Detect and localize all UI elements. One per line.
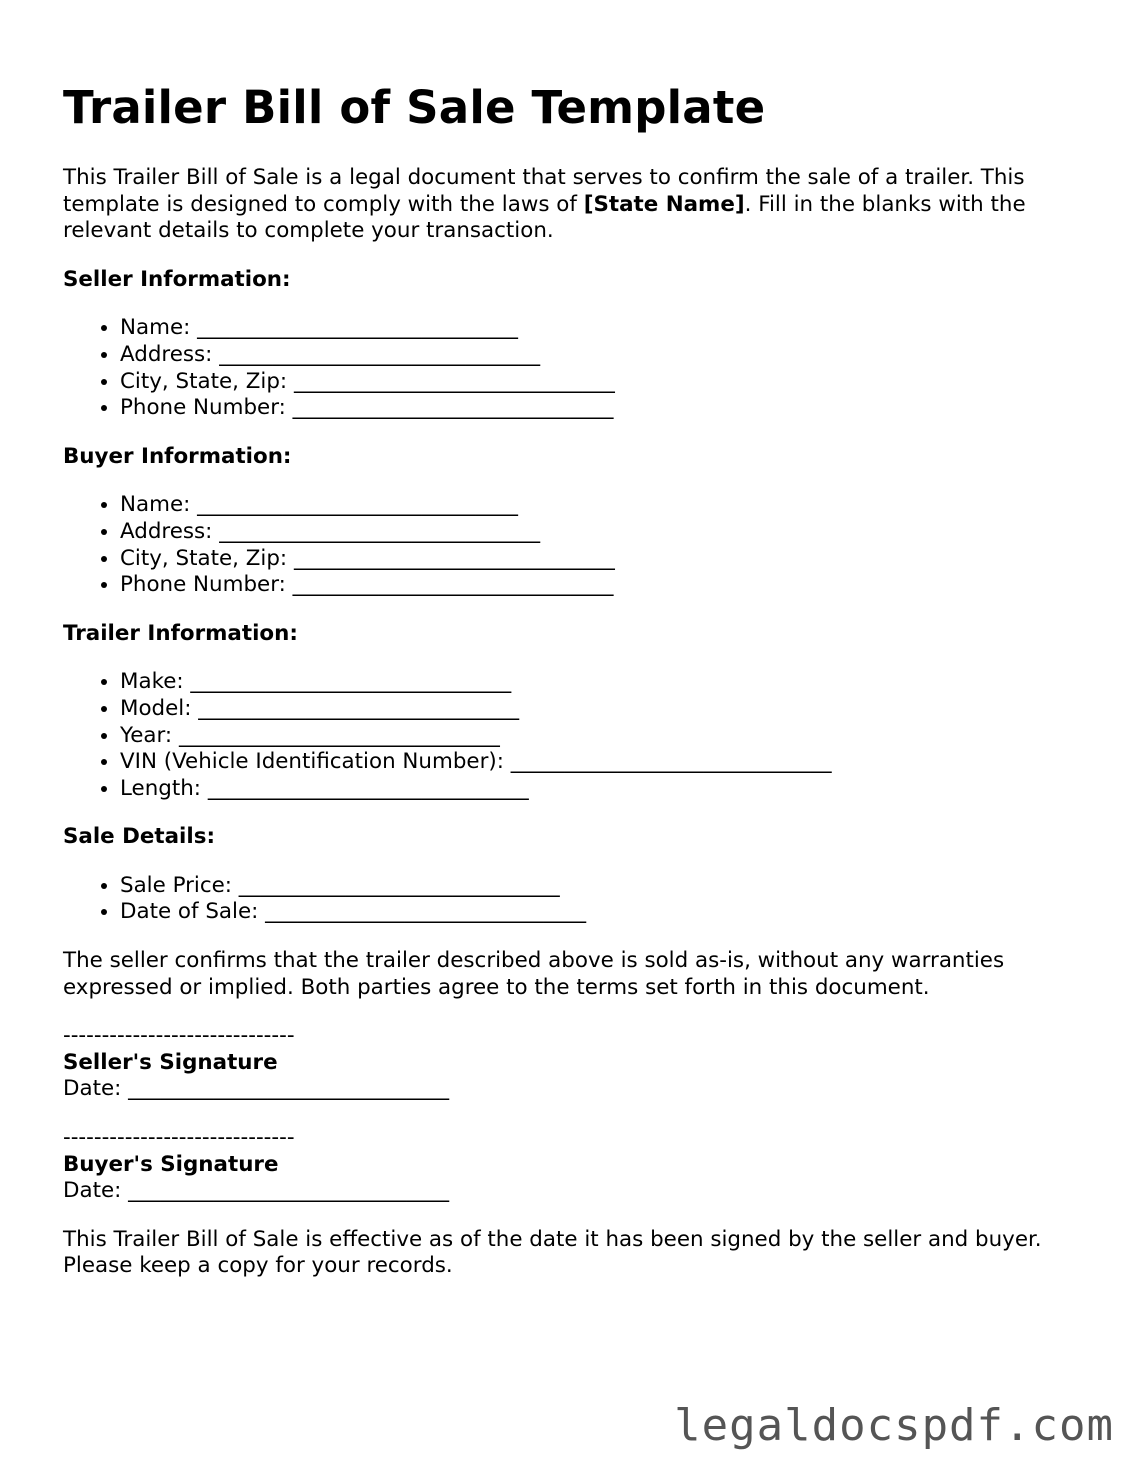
fill-blank: ______________________________ bbox=[510, 749, 832, 775]
fill-blank: ______________________________ bbox=[238, 872, 560, 898]
intro-text-before: This Trailer Bill of Sale is a legal document that serves to confirm the sale of a trailer. This template is designed to comply with the laws of bbox=[63, 165, 1025, 217]
fill-blank: ______________________________ bbox=[265, 899, 587, 925]
trailer-heading: Trailer Information: bbox=[63, 620, 298, 646]
seller-date-field bbox=[63, 1076, 1093, 1103]
buyer-signature-block bbox=[63, 1125, 1093, 1205]
seller-heading: Seller Information: bbox=[63, 266, 291, 292]
field-label: Length: bbox=[120, 775, 201, 801]
fill-blank: ______________________________ bbox=[219, 518, 541, 544]
fill-blank: ______________________________ bbox=[293, 545, 615, 571]
buyer-signature-label: Buyer's Signature bbox=[63, 1151, 279, 1177]
buyer-fields bbox=[63, 492, 1093, 598]
seller-phone-field bbox=[120, 395, 1093, 422]
footer-paragraph: This Trailer Bill of Sale is effective as of the date it has been signed by the seller and buyer. Please keep a copy for your records. bbox=[63, 1226, 1042, 1279]
field-label: Year: bbox=[120, 722, 173, 748]
fill-blank: ______________________________ bbox=[198, 695, 520, 721]
fill-blank: ______________________________ bbox=[207, 775, 529, 801]
seller-address-field bbox=[120, 342, 1093, 369]
trailer-vin-field bbox=[120, 749, 1093, 776]
seller-fields bbox=[63, 315, 1093, 421]
field-label: Name: bbox=[120, 492, 191, 518]
sale-heading: Sale Details: bbox=[63, 824, 216, 850]
fill-blank: ______________________________ bbox=[178, 722, 500, 748]
trailer-length-field bbox=[120, 776, 1093, 803]
signature-line: ------------------------------ bbox=[63, 1125, 295, 1151]
trailer-model-field bbox=[120, 696, 1093, 723]
fill-blank: ______________________________ bbox=[197, 492, 518, 518]
buyer-heading: Buyer Information: bbox=[63, 443, 292, 469]
trailer-make-field bbox=[120, 669, 1093, 696]
sale-price-field bbox=[120, 873, 1093, 900]
buyer-city-state-zip-field bbox=[120, 546, 1093, 573]
fill-blank: ______________________________ bbox=[292, 395, 614, 421]
field-label: Date of Sale: bbox=[120, 899, 259, 925]
field-label: Make: bbox=[120, 669, 184, 695]
fill-blank: ______________________________ bbox=[128, 1076, 450, 1102]
document-page bbox=[63, 80, 1093, 1280]
field-label: Date: bbox=[63, 1178, 122, 1204]
seller-signature-label: Seller's Signature bbox=[63, 1049, 278, 1075]
field-label: VIN (Vehicle Identification Number): bbox=[120, 749, 504, 775]
field-label: Sale Price: bbox=[120, 872, 232, 898]
field-label: Address: bbox=[120, 341, 213, 367]
trailer-fields bbox=[63, 669, 1093, 802]
field-label: Date: bbox=[63, 1076, 122, 1102]
fill-blank: ______________________________ bbox=[293, 368, 615, 394]
fill-blank: ______________________________ bbox=[190, 669, 512, 695]
fill-blank: ______________________________ bbox=[292, 572, 614, 598]
field-label: Address: bbox=[120, 518, 213, 544]
fill-blank: ______________________________ bbox=[128, 1178, 450, 1204]
sale-fields bbox=[63, 873, 1093, 926]
sale-date-field bbox=[120, 899, 1093, 926]
field-label: Model: bbox=[120, 695, 192, 721]
buyer-phone-field bbox=[120, 572, 1093, 599]
fill-blank: ______________________________ bbox=[197, 315, 518, 341]
seller-city-state-zip-field bbox=[120, 369, 1093, 396]
seller-signature-block bbox=[63, 1023, 1093, 1103]
field-label: City, State, Zip: bbox=[120, 545, 288, 571]
buyer-address-field bbox=[120, 519, 1093, 546]
field-label: Phone Number: bbox=[120, 572, 286, 598]
closing-paragraph: The seller confirms that the trailer described above is sold as-is, without any warranties expressed or implied. Both parties agree to the terms set forth in this document. bbox=[63, 948, 1005, 1000]
state-name-placeholder: [State Name] bbox=[583, 191, 745, 217]
seller-name-field bbox=[120, 315, 1093, 342]
buyer-date-field bbox=[63, 1178, 1093, 1205]
trailer-year-field bbox=[120, 723, 1093, 750]
field-label: City, State, Zip: bbox=[120, 368, 288, 394]
field-label: Name: bbox=[120, 315, 191, 341]
document-title: Trailer Bill of Sale Template bbox=[63, 81, 766, 134]
signature-line: ------------------------------ bbox=[63, 1023, 295, 1049]
buyer-name-field bbox=[120, 492, 1093, 519]
intro-paragraph bbox=[63, 165, 1093, 245]
field-label: Phone Number: bbox=[120, 395, 286, 421]
intro-text-after: . Fill in the blanks with the relevant details to complete your transaction. bbox=[63, 191, 1026, 244]
fill-blank: ______________________________ bbox=[219, 341, 541, 367]
watermark-logo: legaldocspdf.com bbox=[674, 1400, 1114, 1451]
